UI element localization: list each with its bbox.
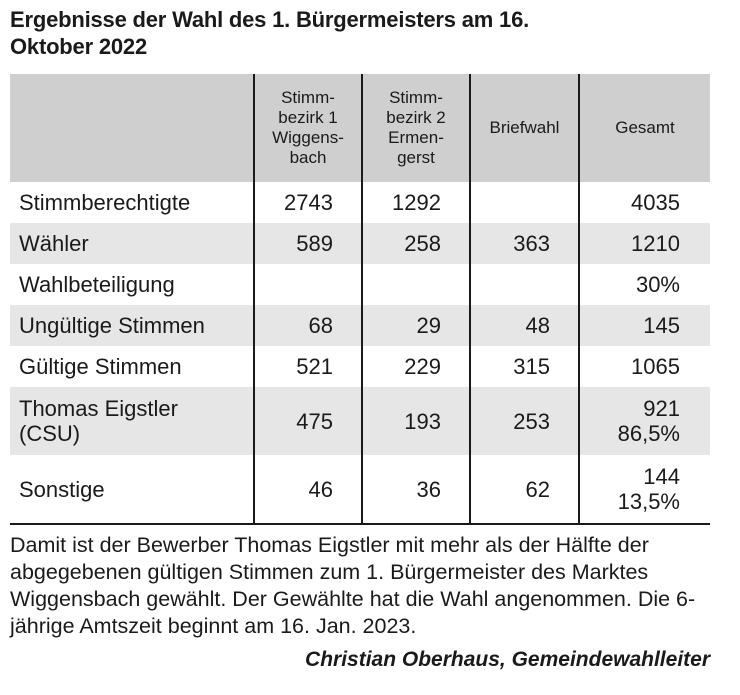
cell-briefwahl (470, 182, 579, 223)
cell-bezirk-2: 258 (362, 223, 470, 264)
cell-bezirk-1: 475 (254, 387, 362, 455)
cell-bezirk-2: 229 (362, 346, 470, 387)
cell-briefwahl: 363 (470, 223, 579, 264)
cell-bezirk-1: 589 (254, 223, 362, 264)
table-row (10, 223, 710, 264)
candidate-name: Thomas Eigstler (CSU) (19, 396, 178, 446)
cell-bezirk-2: 1292 (362, 182, 470, 223)
row-label: Sonstige (10, 455, 254, 524)
header-stimmbezirk-2: Stimm- bezirk 2 Ermen- gerst (362, 74, 470, 182)
cell-bezirk-2: 36 (362, 455, 470, 524)
header-stimmbezirk-1: Stimm- bezirk 1 Wiggens- bach (254, 74, 362, 182)
header-briefwahl: Briefwahl (470, 74, 579, 182)
announcement-text: Damit ist der Bewerber Thomas Eigstler mit mehr als der Hälfte der abgegebenen gültigen Stimmen zum 1. Bürgermeister des Marktes Wiggensbach gewählt. Der Gewählte hat die Wahl angenommen. Die 6-jährige Amtszeit beginnt am 16. Jan. 2023. (10, 533, 696, 638)
cell-bezirk-1: 521 (254, 346, 362, 387)
document-title (10, 6, 570, 60)
cell-bezirk-1: 46 (254, 455, 362, 524)
cell-gesamt: 1210 (579, 223, 710, 264)
row-label: Stimmberechtigte (19, 190, 191, 215)
header-gesamt: Gesamt (579, 74, 710, 182)
cell-bezirk-2: 193 (362, 387, 470, 455)
cell-briefwahl (470, 264, 579, 305)
row-label (10, 387, 254, 455)
table-row (10, 264, 710, 305)
results-table (10, 74, 710, 525)
row-label: Gültige Stimmen (19, 354, 182, 379)
cell-bezirk-2 (362, 264, 470, 305)
cell-briefwahl: 48 (470, 305, 579, 346)
cell-bezirk-2: 29 (362, 305, 470, 346)
cell-briefwahl: 253 (470, 387, 579, 455)
gesamt-value: 144 13,5% (617, 464, 680, 514)
table-row (10, 305, 710, 346)
cell-bezirk-1 (254, 264, 362, 305)
cell-briefwahl: 62 (470, 455, 579, 524)
cell-briefwahl: 315 (470, 346, 579, 387)
table-row (10, 182, 710, 223)
cell-bezirk-1: 68 (254, 305, 362, 346)
cell-gesamt: 30% (579, 264, 710, 305)
title-text: Ergebnisse der Wahl des 1. Bürgermeisters am 16. Oktober 2022 (10, 7, 530, 59)
row-label: Ungültige Stimmen (10, 305, 254, 346)
gesamt-value: 921 86,5% (617, 396, 680, 446)
table-row (10, 455, 710, 524)
cell-gesamt (579, 455, 710, 524)
cell-bezirk-1: 2743 (254, 182, 362, 223)
cell-gesamt (579, 387, 710, 455)
header-empty-cell (10, 74, 254, 182)
table-header-row (10, 74, 710, 182)
row-label: Wähler (10, 223, 254, 264)
cell-gesamt: 1065 (579, 346, 710, 387)
table-row (10, 387, 710, 455)
cell-gesamt: 4035 (579, 182, 710, 223)
table-row (10, 346, 710, 387)
signature: Christian Oberhaus, Gemeindewahlleiter (305, 648, 710, 671)
row-label: Wahlbeteiligung (19, 272, 175, 297)
cell-gesamt: 145 (579, 305, 710, 346)
